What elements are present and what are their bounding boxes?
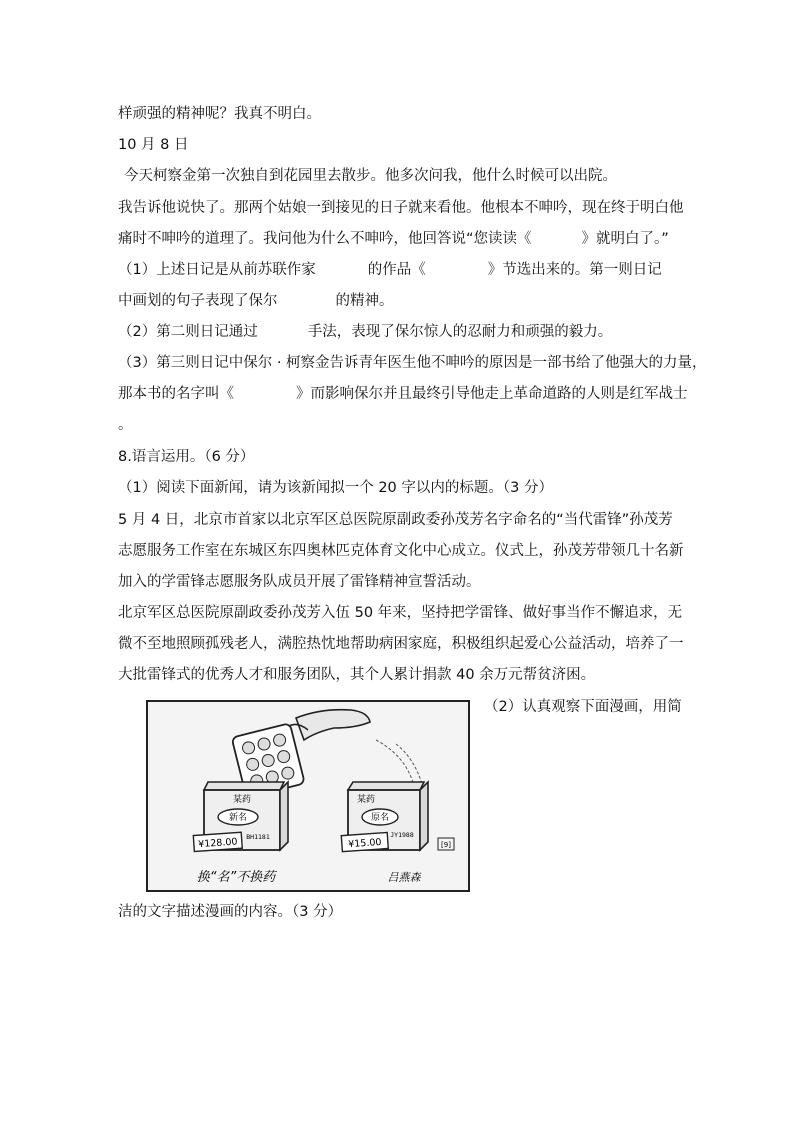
right-price-tag — [341, 832, 388, 851]
box-code: JY1988 — [390, 831, 414, 839]
price-label: ¥15.00 — [347, 836, 382, 851]
cartoon-caption: 换“名”不换药 — [196, 870, 276, 885]
box-header: 某药 — [356, 795, 376, 805]
text-fragment: 中画划的句子表现了保尔 — [118, 293, 278, 309]
text-fragment: 》而影响保尔并且最终引导他走上革命道路的人则是红军战士 — [296, 386, 688, 402]
box-name: 新名 — [228, 813, 248, 823]
news-line: 加入的学雷锋志愿服务队成员开展了雷锋精神宣誓活动。 — [118, 574, 481, 590]
question-2 — [118, 322, 612, 342]
text-line — [118, 229, 669, 249]
section-8-question-2: （2）认真观察下面漫画，用简 — [484, 699, 682, 715]
box-name: 原名 — [370, 813, 390, 823]
text-fragment: 的精神。 — [335, 293, 394, 309]
cartoon-stamp: [9] — [441, 841, 451, 849]
question-1 — [118, 260, 662, 280]
news-line: 北京军区总医院原副政委孙茂芳入伍 50 年来，坚持把学雷锋、做好事当作不懈追求，无 — [118, 605, 683, 621]
question-3-cont — [118, 384, 688, 404]
price-label: ¥128.00 — [197, 836, 238, 851]
text-fragment: 手法，表现了保尔惊人的忍耐力和顽强的毅力。 — [307, 324, 613, 340]
news-line: 微不至地照顾孤残老人，满腔热忱地帮助病困家庭，积极组织起爱心公益活动，培养了一 — [118, 636, 684, 652]
text-fragment: 那本书的名字叫《 — [118, 386, 234, 402]
text-line: 样顽强的精神呢？我真不明白。 — [118, 106, 321, 122]
text-line: 今天柯察金第一次独自到花园里去散步。他多次问我，他什么时候可以出院。 — [124, 168, 617, 184]
text-fragment: 》就明白了。” — [581, 231, 669, 247]
news-line: 5 月 4 日，北京市首家以北京军区总医院原副政委孙茂芳名字命名的“当代雷锋”孙茂芳 — [118, 512, 673, 528]
date-line: 10 月 8 日 — [118, 137, 189, 153]
box-header: 某药 — [232, 795, 252, 805]
text-fragment: 的作品《 — [367, 262, 426, 278]
text-fragment: （1）上述日记是从前苏联作家 — [118, 262, 316, 278]
cartoon-author: 吕燕森 — [387, 871, 421, 884]
text-fragment: 》节选出来的。第一则日记 — [487, 262, 662, 278]
text-fragment: 痛时不呻吟的道理了。我问他为什么不呻吟，他回答说“您读读《 — [118, 231, 532, 247]
left-price-tag — [193, 832, 242, 851]
text-fragment: （2）第二则日记通过 — [118, 324, 258, 340]
text-line: 我告诉他说快了。那两个姑娘一到接见的日子就来看他。他根本不呻吟，现在终于明白他 — [118, 200, 684, 216]
section-8-question-1: （1）阅读下面新闻，请为该新闻拟一个 20 字以内的标题。（3 分） — [118, 480, 553, 496]
box-code: BH1181 — [246, 833, 270, 841]
section-8-question-2-cont: 洁的文字描述漫画的内容。（3 分） — [118, 904, 343, 920]
news-line: 大批雷锋式的优秀人才和服务团队，其个人累计捐款 40 余万元帮贫济困。 — [118, 667, 596, 683]
question-1-cont — [118, 291, 394, 311]
question-3: （3）第三则日记中保尔 · 柯察金告诉青年医生他不呻吟的原因是一部书给了他强大的力量， — [118, 355, 707, 371]
section-8-heading: 8.语言运用。（6 分） — [118, 449, 255, 465]
question-3-end: 。 — [118, 417, 133, 433]
news-line: 志愿服务工作室在东城区东四奥林匹克体育文化中心成立。仪式上，孙茂芳带领几十名新 — [118, 543, 684, 559]
cartoon-image — [146, 700, 470, 892]
